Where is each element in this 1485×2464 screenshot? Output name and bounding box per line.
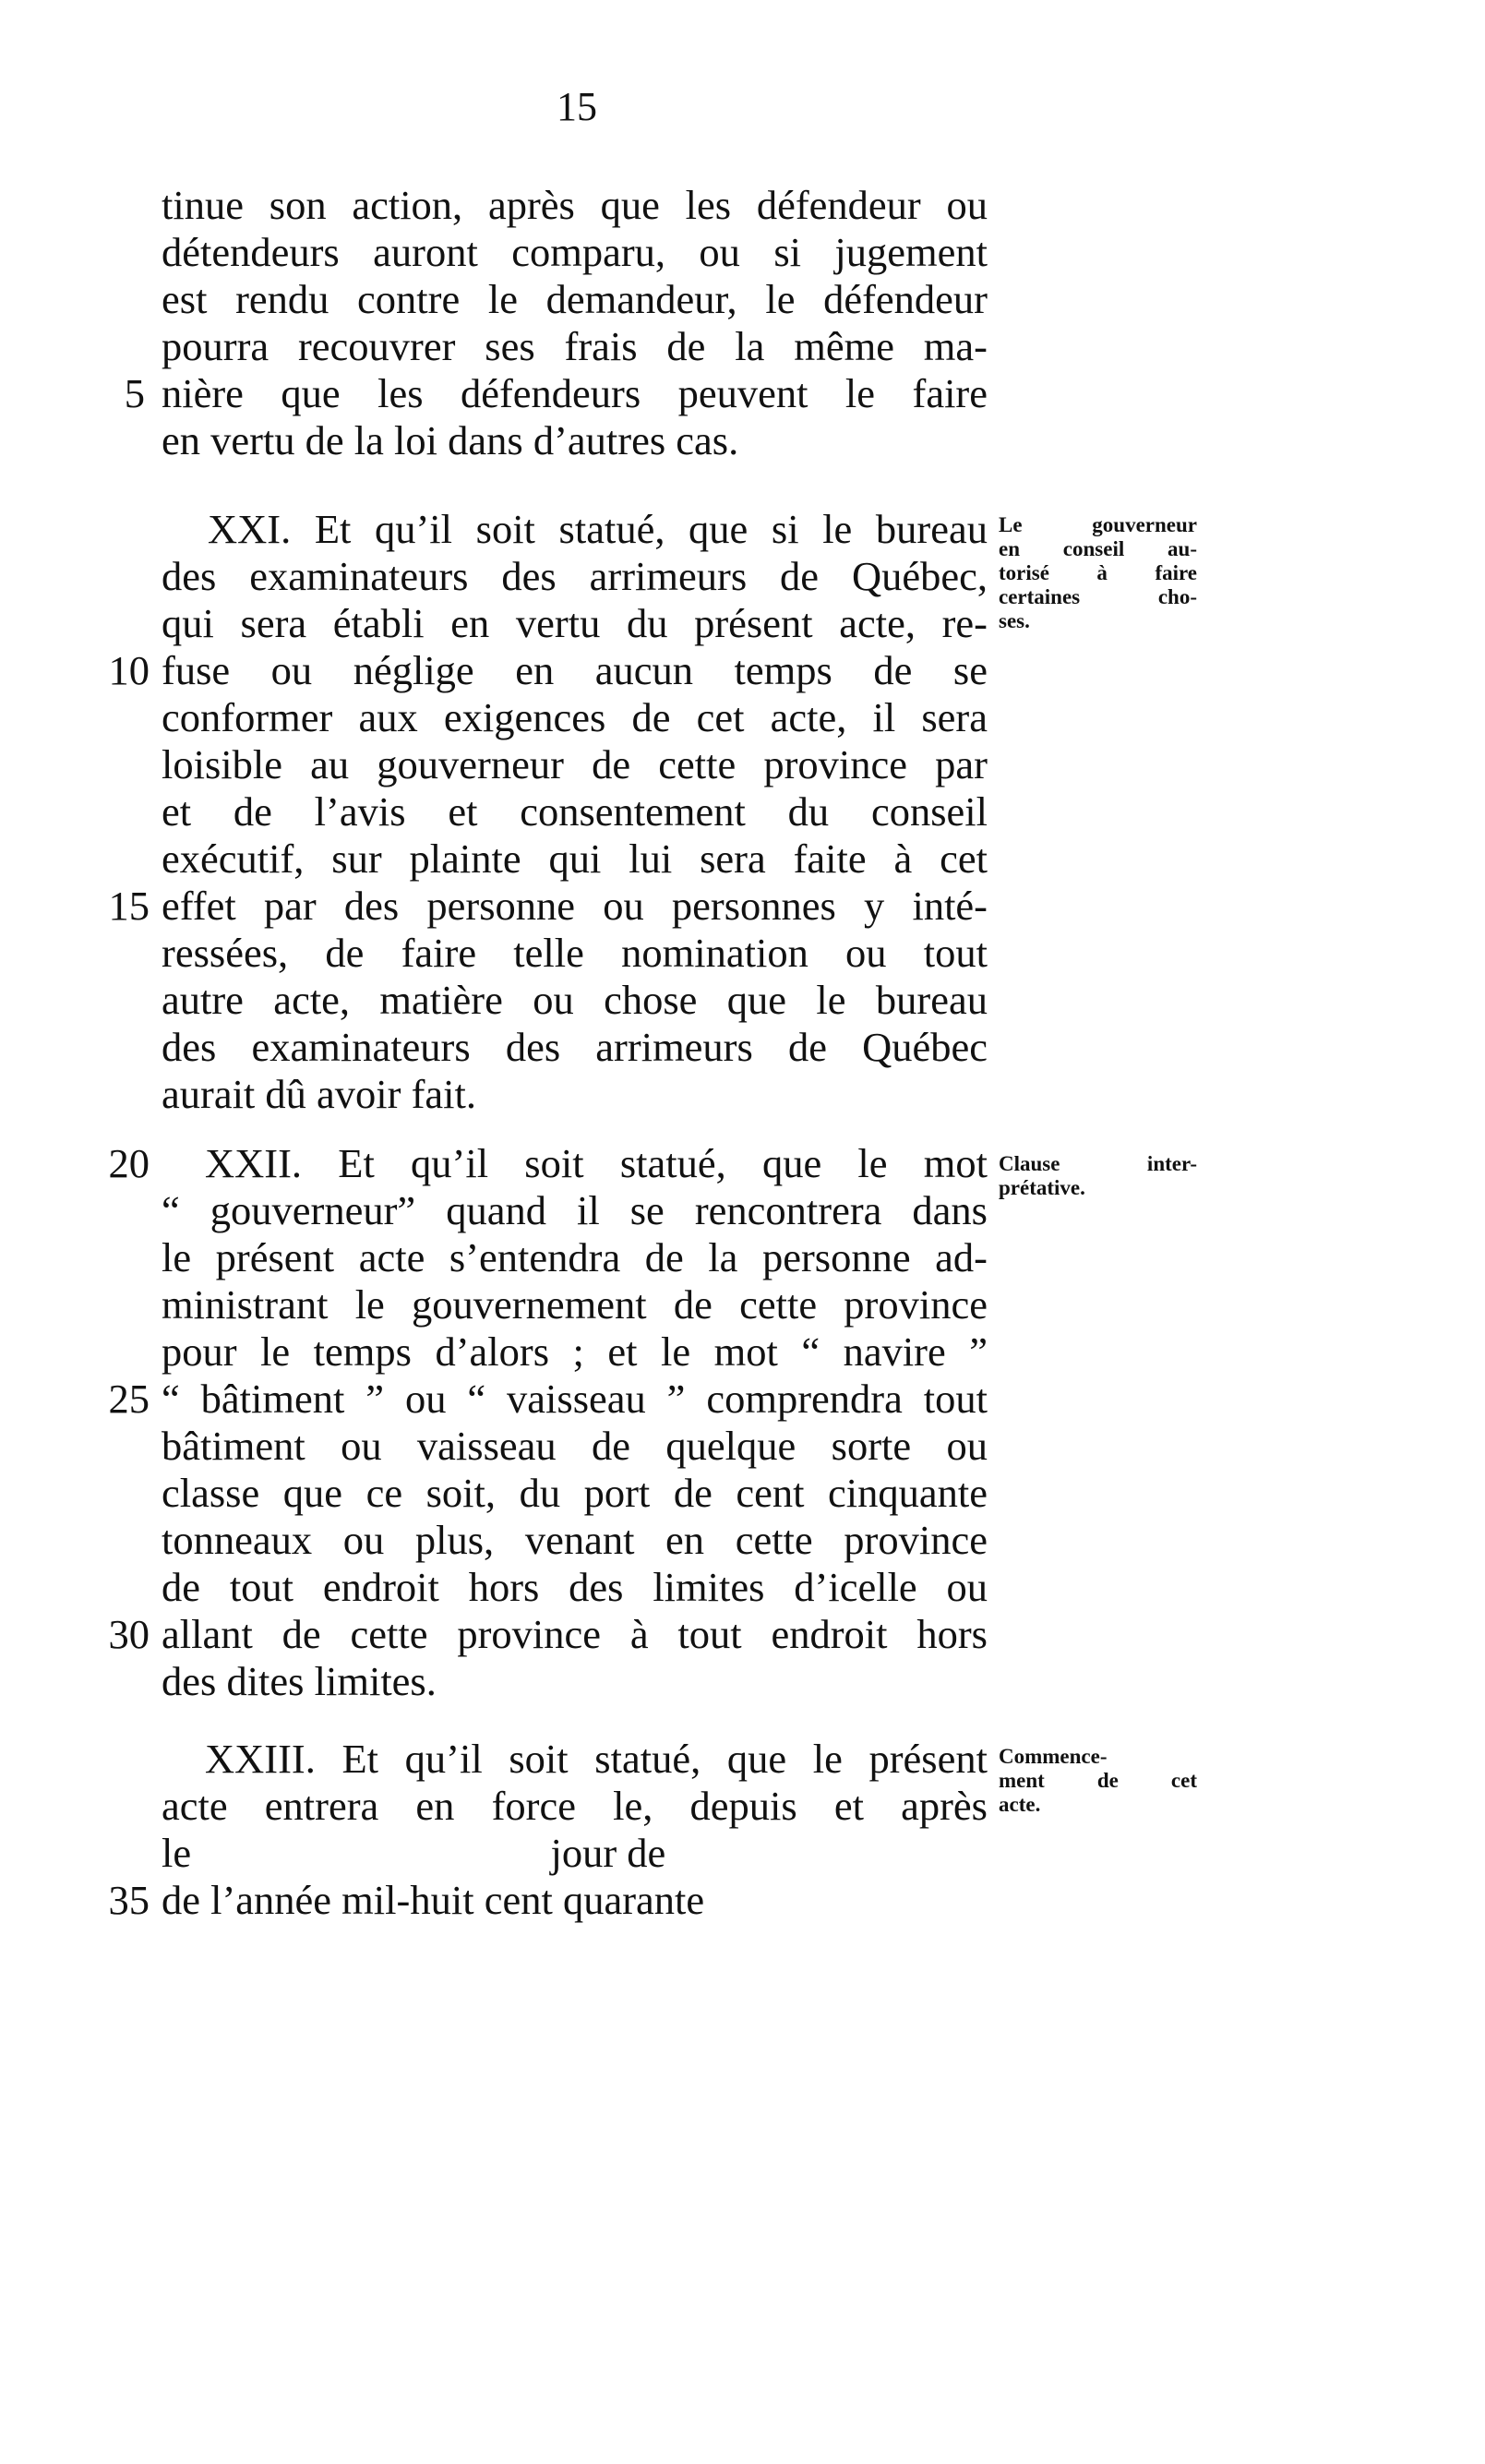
page-number: 15 bbox=[557, 84, 597, 129]
margin-note-line: Le gouverneur bbox=[999, 513, 1197, 536]
text-line: aurait dû avoir fait. bbox=[162, 1071, 477, 1117]
text-line: est rendu contre le demandeur, le défendeur bbox=[162, 276, 988, 322]
text-line: classe que ce soit, du port de cent cinquante bbox=[162, 1470, 988, 1516]
line-number: 10 bbox=[108, 647, 150, 693]
text-line: “ gouverneur” quand il se rencontrera dans bbox=[162, 1187, 988, 1233]
margin-note-line: ment de cet bbox=[999, 1769, 1197, 1792]
text-line: et de l’avis et consentement du conseil bbox=[162, 788, 988, 835]
line-number: 5 bbox=[124, 370, 145, 416]
text-line: allant de cette province à tout endroit hors bbox=[162, 1611, 988, 1657]
text-line: acte entrera en force le, depuis et après bbox=[162, 1783, 988, 1829]
text-line: nière que les défendeurs peuvent le faire bbox=[162, 370, 988, 416]
text-line: fuse ou néglige en aucun temps de se bbox=[162, 647, 988, 693]
margin-note-line: acte. bbox=[999, 1793, 1041, 1816]
margin-note-line: torisé à faire bbox=[999, 561, 1197, 584]
line-number: 20 bbox=[108, 1140, 150, 1186]
text-line: le jour de bbox=[162, 1830, 666, 1876]
text-line: pour le temps d’alors ; et le mot “ navire ” bbox=[162, 1328, 988, 1375]
text-line: détendeurs auront comparu, ou si jugement bbox=[162, 229, 988, 275]
margin-note-line: ses. bbox=[999, 609, 1030, 632]
margin-note-line: en conseil au- bbox=[999, 537, 1197, 560]
text-line: en vertu de la loi dans d’autres cas. bbox=[162, 417, 739, 463]
text-line: ressées, de faire telle nomination ou tout bbox=[162, 930, 988, 976]
text-line: autre acte, matière ou chose que le bureau bbox=[162, 977, 988, 1023]
text-line: XXIII. Et qu’il soit statué, que le présent bbox=[205, 1736, 988, 1782]
text-line: des examinateurs des arrimeurs de Québec, bbox=[162, 553, 988, 599]
text-line: XXI. Et qu’il soit statué, que si le bureau bbox=[208, 506, 988, 552]
margin-note-line: certaines cho- bbox=[999, 585, 1197, 608]
text-line: qui sera établi en vertu du présent acte, re- bbox=[162, 600, 988, 646]
text-line: loisible au gouverneur de cette province par bbox=[162, 741, 988, 787]
text-line: bâtiment ou vaisseau de quelque sorte ou bbox=[162, 1423, 988, 1469]
text-line: de tout endroit hors des limites d’icelle ou bbox=[162, 1564, 988, 1610]
margin-note-line: Commence- bbox=[999, 1745, 1108, 1768]
text-line: le présent acte s’entendra de la personne ad- bbox=[162, 1234, 988, 1280]
text-line: tonneaux ou plus, venant en cette province bbox=[162, 1517, 988, 1563]
line-number: 35 bbox=[108, 1877, 150, 1923]
text-line: tinue son action, après que les défendeur ou bbox=[162, 182, 988, 228]
margin-note-line: Clause inter- bbox=[999, 1152, 1197, 1175]
margin-note-line: prétative. bbox=[999, 1176, 1085, 1199]
text-line: “ bâtiment ” ou “ vaisseau ” comprendra tout bbox=[162, 1376, 988, 1422]
text-line: effet par des personne ou personnes y inté- bbox=[162, 883, 988, 929]
line-number: 30 bbox=[108, 1611, 150, 1657]
line-number: 25 bbox=[108, 1376, 150, 1422]
margin-note-commencement bbox=[999, 1745, 1197, 1817]
text-line: des dites limites. bbox=[162, 1658, 437, 1704]
text-line: des examinateurs des arrimeurs de Québec bbox=[162, 1024, 988, 1070]
text-line: exécutif, sur plainte qui lui sera faite à cet bbox=[162, 835, 988, 882]
text-line: conformer aux exigences de cet acte, il sera bbox=[162, 694, 988, 740]
margin-note-gouverneur bbox=[999, 513, 1197, 633]
line-number: 15 bbox=[108, 883, 150, 929]
text-line: XXII. Et qu’il soit statué, que le mot bbox=[205, 1140, 988, 1186]
text-line: ministrant le gouvernement de cette province bbox=[162, 1281, 988, 1328]
text-line: de l’année mil-huit cent quarante bbox=[162, 1877, 705, 1923]
text-line: pourra recouvrer ses frais de la même ma- bbox=[162, 323, 988, 369]
margin-note-clause bbox=[999, 1152, 1197, 1200]
